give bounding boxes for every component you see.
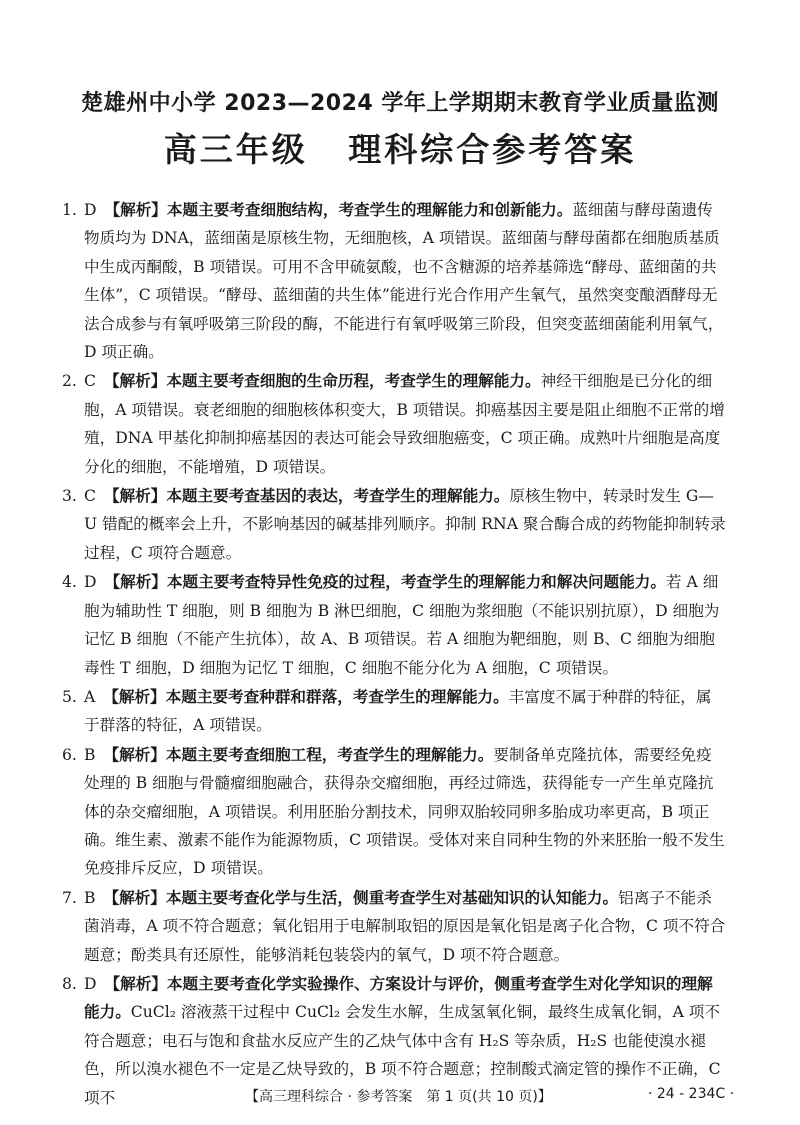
item-answer: A xyxy=(84,687,96,706)
page-title: 高三年级 理科综合参考答案 xyxy=(163,130,637,169)
item-number: 2. xyxy=(62,372,77,391)
item-focus: 本题主要考查特异性免疫的过程，考查学生的理解能力和解决问题能力。 xyxy=(166,573,666,592)
item-number: 8. xyxy=(62,974,77,993)
item-explanation: 蓝细菌与酵母菌遗传物质均为 DNA，蓝细菌是原核生物，无细胞核，A 项错误。蓝细菌与酵母菌都在细胞质基质中生成丙酮酸，B 项错误。可用不含甲硫氨酸，也不含糖源的培养基筛选“酵母、蓝细菌的共生体”，C 项错误。“酵母、蓝细菌的共生体”能进行光合作用产生氧气，虽然突变酿酒酵母无法合成参与有氧呼吸第三阶段的酶，不能进行有氧呼吸第三阶段，但突变蓝细菌能利用氧气，D 项正确。 xyxy=(84,201,724,362)
item-focus: 本题主要考查细胞的生命历程，考查学生的理解能力。 xyxy=(166,372,541,391)
analysis-tag: 【解析】 xyxy=(104,201,167,219)
item-focus: 本题主要考查化学与生活，侧重考查学生对基础知识的认知能力。 xyxy=(165,888,619,907)
analysis-tag: 【解析】 xyxy=(103,372,167,391)
item-explanation: 铝离子不能杀菌消毒，A 项不符合题意；氧化铝用于电解制取铝的原因是氧化铝是离子化合物，C 项不符合题意；酚类具有还原性，能够消耗包装袋内的氧气，D 项不符合题意。 xyxy=(84,888,726,964)
answer-item xyxy=(62,741,726,883)
answer-list xyxy=(62,196,726,1113)
analysis-tag: 【解析】 xyxy=(103,745,166,764)
item-answer: B xyxy=(84,888,96,907)
item-number: 3. xyxy=(62,487,77,506)
item-answer: D xyxy=(84,201,97,219)
item-focus: 本题主要考查细胞工程，考查学生的理解能力。 xyxy=(165,745,494,764)
answer-item xyxy=(62,196,726,366)
item-number: 4. xyxy=(62,573,77,592)
answer-item xyxy=(62,884,726,969)
item-number: 1. xyxy=(62,201,77,219)
item-explanation: 原核生物中，转录时发生 G—U 错配的概率会上升，不影响基因的碱基排列顺序。抑制 RNA 聚合酶合成的药物能抑制转录过程，C 项符合题意。 xyxy=(84,487,726,562)
item-explanation: 若 A 细胞为辅助性 T 细胞，则 B 细胞为 B 淋巴细胞，C 细胞为浆细胞（不能识别抗原），D 细胞为记忆 B 细胞（不能产生抗体），故 A、B 项错误。若 A 细胞为靶细胞，则 B、C 细胞为细胞毒性 T 细胞，D 细胞为记忆 T 细胞，C 细胞不能分化为 A 细胞，C 项错误。 xyxy=(84,573,720,677)
item-focus: 本题主要考查种群和群落，考查学生的理解能力。 xyxy=(165,687,509,706)
analysis-tag: 【解析】 xyxy=(104,573,167,592)
item-focus: 本题主要考查细胞结构，考查学生的理解能力和创新能力。 xyxy=(166,201,573,219)
answer-item xyxy=(62,482,726,567)
footer-page-info: 【高三理科综合 · 参考答案 第 1 页(共 10 页)】 xyxy=(245,1089,552,1105)
item-answer: C xyxy=(84,372,96,391)
item-explanation: 神经干细胞是已分化的细胞，A 项错误。衰老细胞的细胞核体积变大，B 项错误。抑癌基因主要是阻止细胞不正常的增殖，DNA 甲基化抑制抑癌基因的表达可能会导致细胞癌变，C 项正确。成熟叶片细胞是高度分化的细胞，不能增殖，D 项错误。 xyxy=(84,372,725,476)
item-explanation: CuCl₂ 溶液蒸干过程中 CuCl₂ 会发生水解，生成氢氧化铜，最终生成氧化铜，A 项不符合题意；电石与饱和食盐水反应产生的乙炔气体中含有 H₂S 等杂质，H₂S 也能使溴水褪色，所以溴水褪色不一定是乙炔导致的，B 项不符合题意；控制酸式滴定管的操作不正确，C 项不 xyxy=(84,1003,721,1107)
item-focus: 本题主要考查化学实验操作、方案设计与评价，侧重考查学生对化学知识的理解能力。 xyxy=(84,974,713,1022)
analysis-tag: 【解析】 xyxy=(103,888,166,907)
item-answer: B xyxy=(84,745,96,764)
footer-code: · 24 - 234C · xyxy=(648,1086,735,1102)
item-number: 7. xyxy=(62,888,77,907)
item-answer: C xyxy=(84,487,96,506)
item-focus: 本题主要考查基因的表达，考查学生的理解能力。 xyxy=(166,487,510,506)
item-number: 5. xyxy=(62,687,77,706)
answer-item xyxy=(62,367,726,481)
item-number: 6. xyxy=(62,745,77,764)
exam-title: 楚雄州中小学 2023—2024 学年上学期期末教育学业质量监测 xyxy=(81,91,719,116)
analysis-tag: 【解析】 xyxy=(103,487,167,506)
item-answer: D xyxy=(84,974,97,993)
answer-item xyxy=(62,568,726,682)
item-explanation: 丰富度不属于种群的特征，属于群落的特征，A 项错误。 xyxy=(84,687,712,735)
analysis-tag: 【解析】 xyxy=(104,974,167,993)
answer-item xyxy=(62,683,726,740)
item-explanation: 要制备单克隆抗体，需要经免疫处理的 B 细胞与骨髓瘤细胞融合，获得杂交瘤细胞，再经过筛选，获得能专一产生单克隆抗体的杂交瘤细胞，A 项错误。利用胚胎分割技术，同卵双胎较同卵多胎成功率更高，B 项正确。维生素、激素不能作为能源物质，C 项错误。受体对来自同种生物的外来胚胎一般不发生免疫排斥反应，D 项错误。 xyxy=(84,745,725,878)
analysis-tag: 【解析】 xyxy=(103,687,166,706)
item-answer: D xyxy=(84,573,97,592)
